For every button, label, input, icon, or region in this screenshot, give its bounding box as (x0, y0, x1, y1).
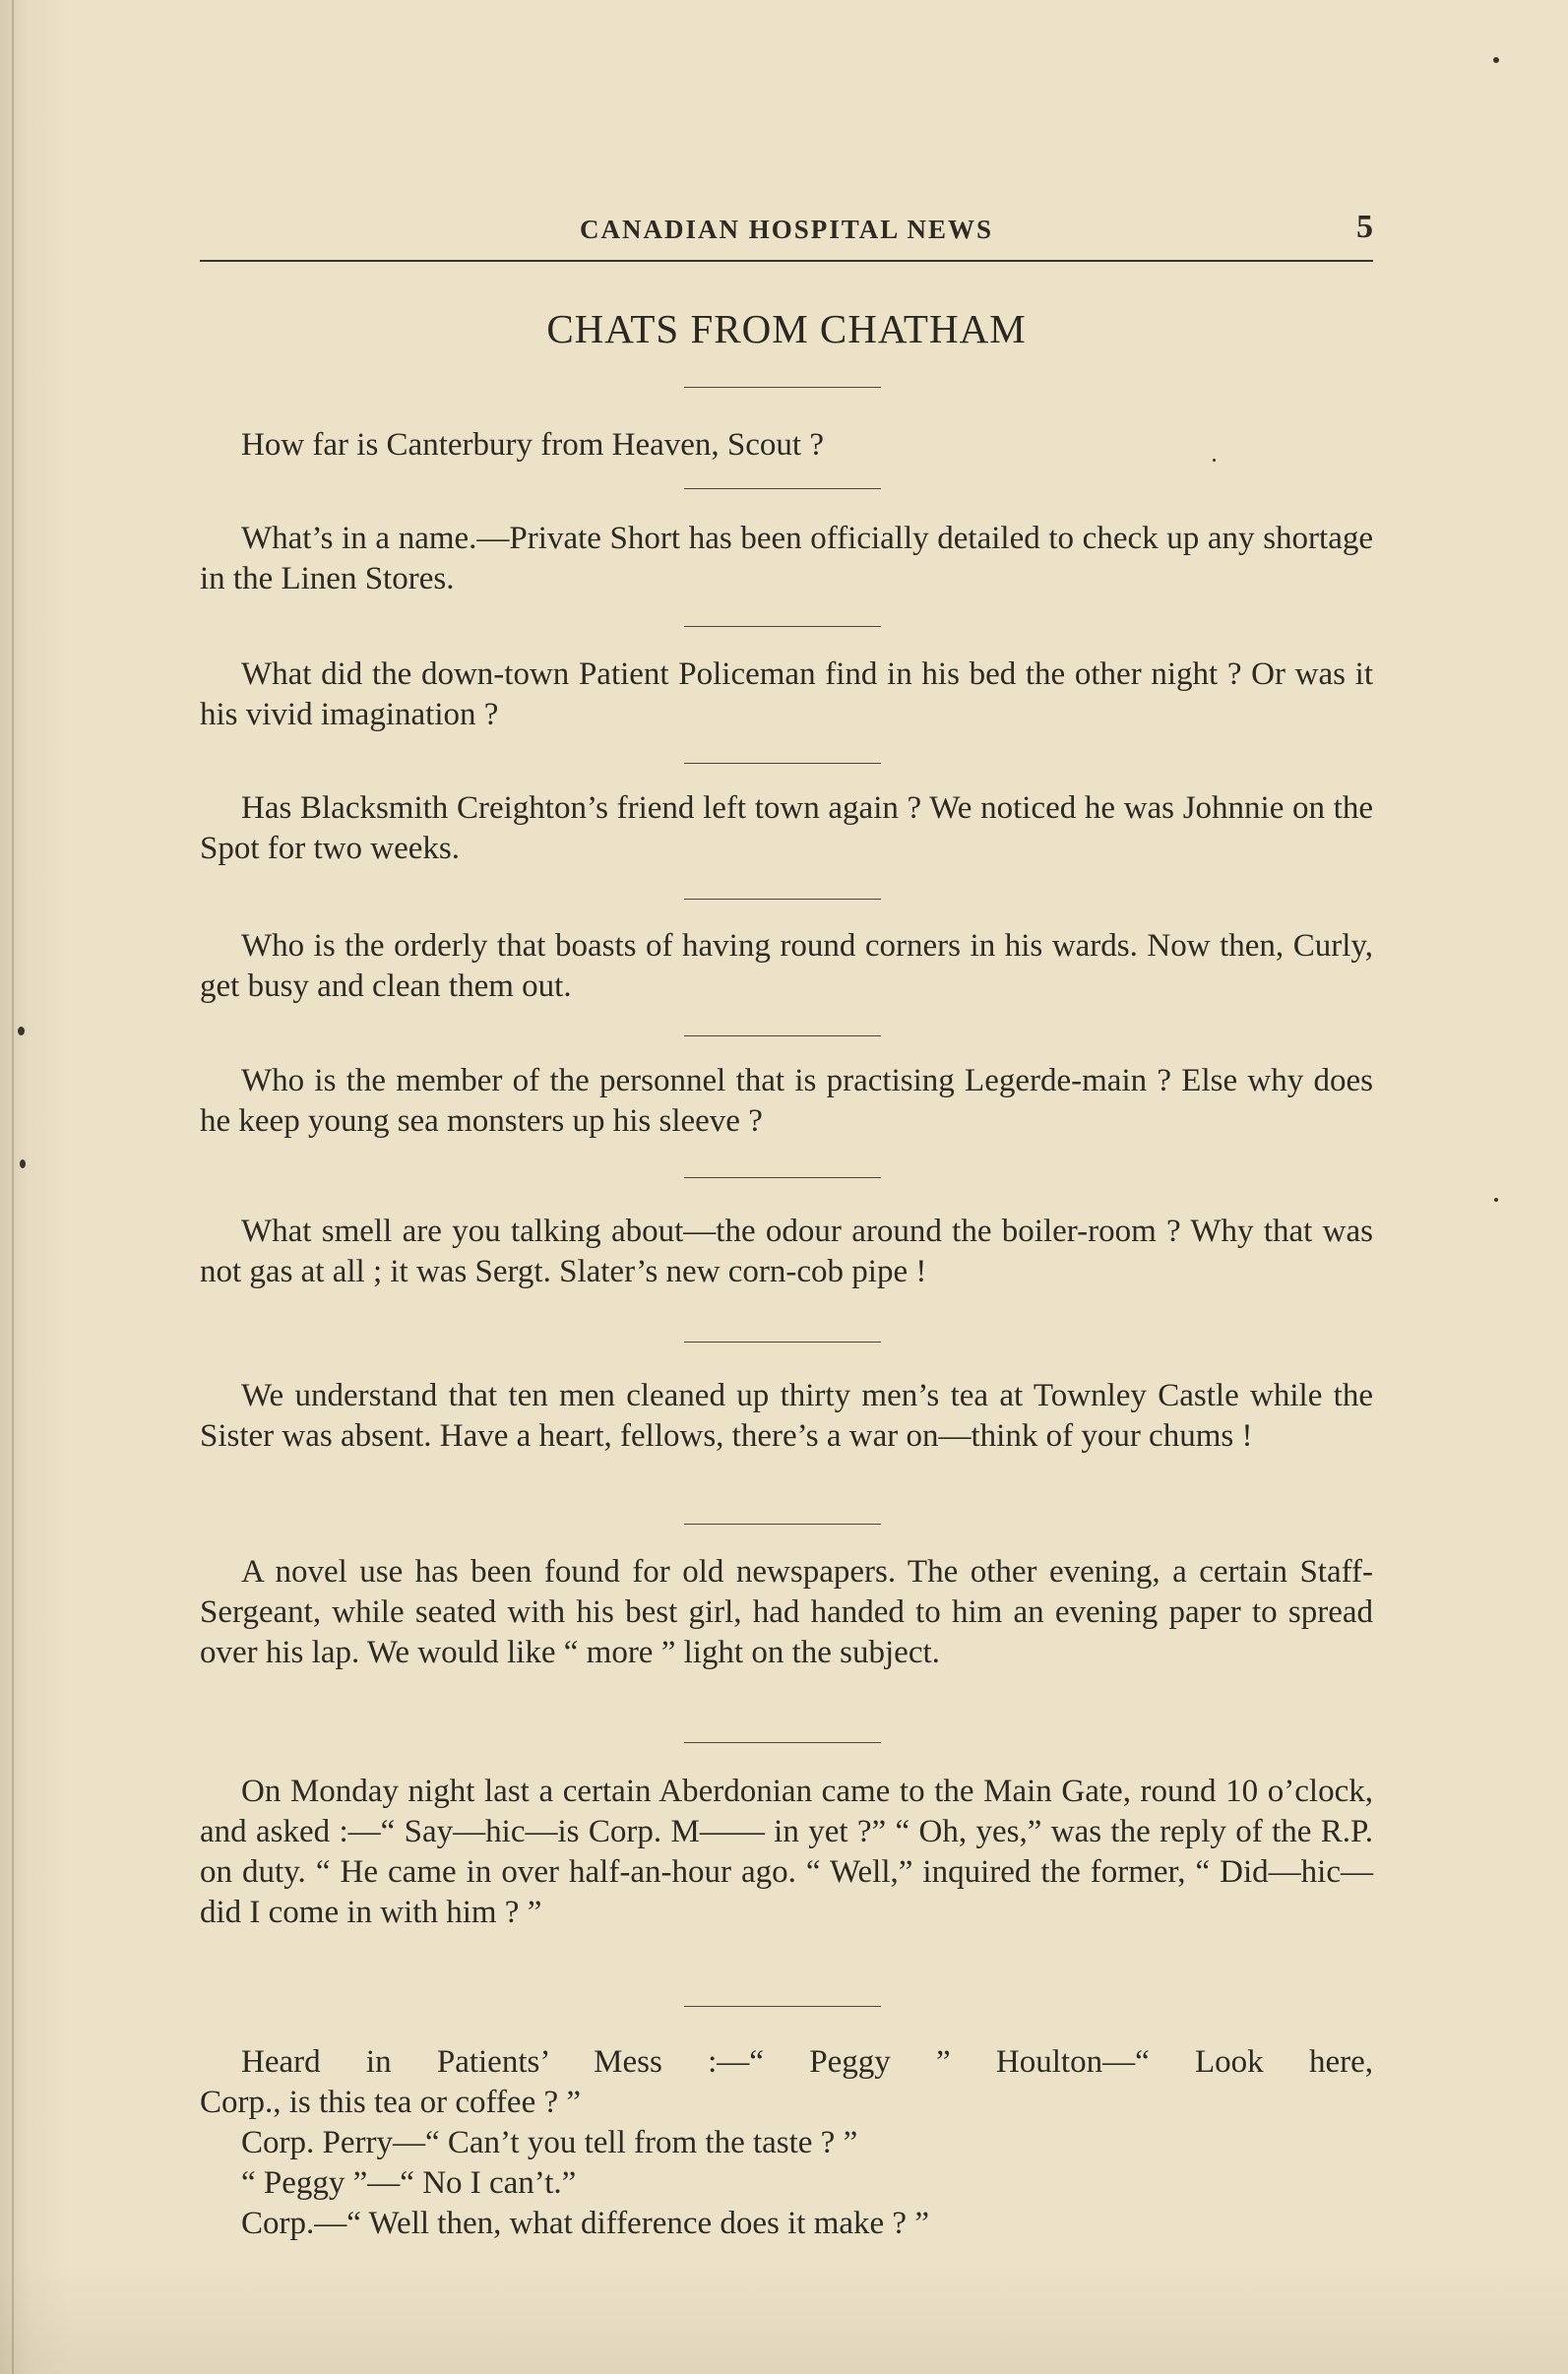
mess-exchange (200, 2042, 1373, 2244)
article-title: CHATS FROM CHATHAM (546, 306, 1027, 351)
running-header (200, 209, 1373, 262)
divider-rule (684, 387, 881, 388)
divider-rule (684, 1177, 881, 1178)
binding-edge (12, 0, 14, 2374)
divider-rule (684, 1524, 881, 1525)
divider-rule (684, 1342, 881, 1343)
divider-rule (684, 899, 881, 900)
chat-item: On Monday night last a certain Aberdonian came to the Main Gate, round 10 o’clock, and asked :—“ Say—hic—is Corp. M—— in yet ?” “ Oh, yes,” was the reply of the R.P. on duty. “ He came in over half-an-hour ago. “ Well,” inquired the former, “ Did—hic—did I come in with him ? ” (200, 1774, 1373, 1930)
chat-item: Has Blacksmith Creighton’s friend left town again ? We noticed he was Johnnie on the Spot for two weeks. (200, 790, 1373, 866)
exchange-line: Corp. Perry—“ Can’t you tell from the taste ? ” (241, 2125, 858, 2160)
chat-item: What’s in a name.—Private Short has been officially detailed to check up any shortage in the Linen Stores. (200, 521, 1373, 596)
paper-speck (1213, 459, 1216, 462)
paper-speck (20, 1159, 26, 1168)
running-title: CANADIAN HOSPITAL NEWS (579, 215, 994, 244)
exchange-line: Corp., is this tea or coffee ? ” (200, 2085, 582, 2120)
divider-rule (684, 763, 881, 764)
divider-rule (684, 2006, 881, 2007)
divider-rule (684, 488, 881, 489)
chat-item: What smell are you talking about—the odour around the boiler-room ? Why that was not gas at all ; it was Sergt. Slater’s new corn-cob pipe ! (200, 1214, 1373, 1289)
paper-speck (1494, 1198, 1498, 1202)
chat-item: A novel use has been found for old newspapers. The other evening, a certain Staff-Sergeant, while seated with his best girl, had handed to him an evening paper to spread over his lap. We would like “ more ” light on the subject. (200, 1554, 1373, 1670)
divider-rule (684, 1742, 881, 1743)
chat-item: What did the down-town Patient Policeman find in his bed the other night ? Or was it his vivid imagination ? (200, 656, 1373, 732)
chat-item: Who is the member of the personnel that is practising Legerde-main ? Else why does he keep young sea monsters up his sleeve ? (200, 1063, 1373, 1139)
paper-speck (18, 1027, 25, 1035)
exchange-line: Corp.—“ Well then, what difference does it make ? ” (241, 2206, 929, 2241)
exchange-line: “ Peggy ”—“ No I can’t.” (241, 2165, 577, 2201)
chat-item: How far is Canterbury from Heaven, Scout ? (241, 427, 824, 463)
exchange-line: Heard in Patients’ Mess :—“ Peggy ” Houlton—“ Look here, (241, 2044, 1373, 2080)
divider-rule (684, 1035, 881, 1036)
paper-speck (1493, 57, 1499, 63)
chat-item: Who is the orderly that boasts of having round corners in his wards. Now then, Curly, get busy and clean them out. (200, 928, 1373, 1004)
divider-rule (684, 626, 881, 627)
page-number: 5 (1356, 209, 1373, 245)
chat-item: We understand that ten men cleaned up thirty men’s tea at Townley Castle while the Sister was absent. Have a heart, fellows, there’s a war on—think of your chums ! (200, 1378, 1373, 1454)
